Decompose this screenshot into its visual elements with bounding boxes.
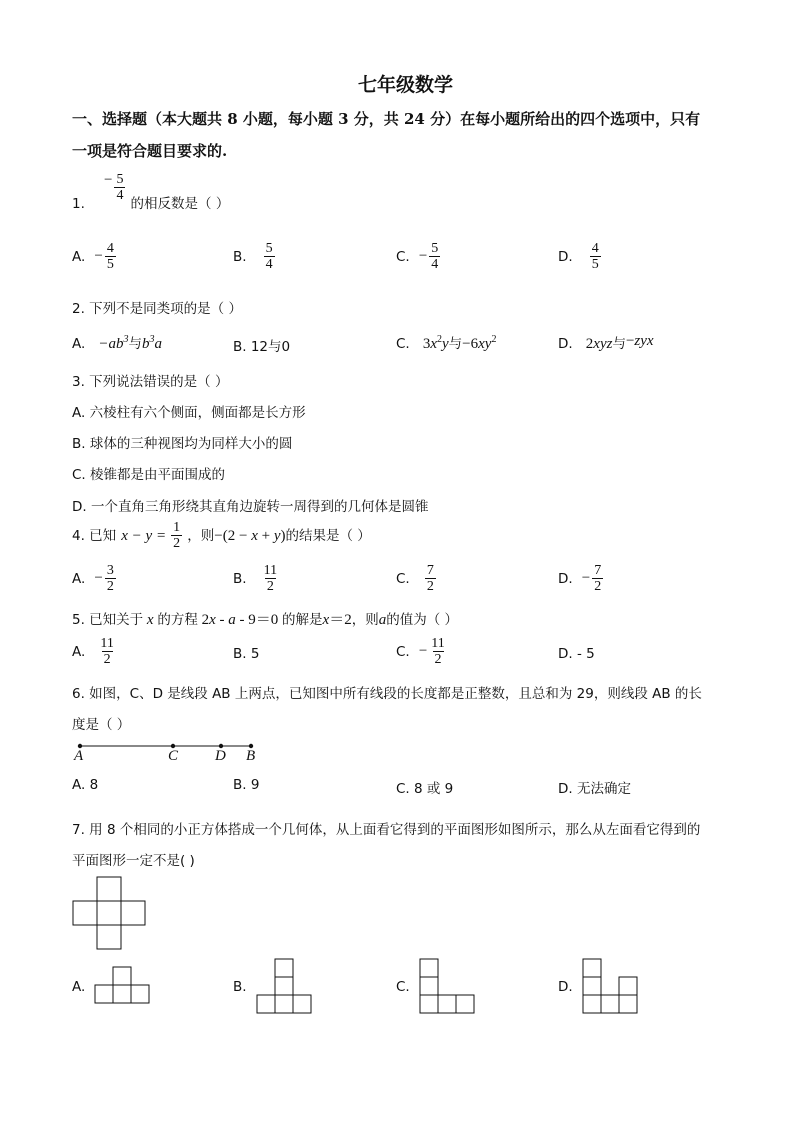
q1-stem-text: 的相反数是（ ） <box>130 196 230 212</box>
q4-option-b-fraction: $\frac{11}{2}$ <box>263 563 278 594</box>
q5-option-c-fraction: $\frac{11}{2}$ <box>431 636 445 667</box>
q3-option-a[interactable]: A. 六棱柱有六个侧面，侧面都是长方形 <box>72 405 306 421</box>
q3-option-b[interactable]: B. 球体的三种视图均为同样大小的圆 <box>72 436 293 452</box>
q3-option-c[interactable]: C. 棱锥都是由平面围成的 <box>72 467 226 483</box>
q7-option-c-figure[interactable] <box>419 958 479 1018</box>
q1-number: 1. <box>72 196 85 212</box>
q7-option-a-figure[interactable] <box>94 966 154 1006</box>
label-d: D <box>215 748 226 764</box>
q4-option-b[interactable]: B. $\frac{11}{2}$ <box>233 563 278 594</box>
q7-option-d-figure[interactable] <box>582 958 642 1018</box>
q1-stem <box>72 172 229 212</box>
q1-option-c-fraction: $\frac{5}{4}$ <box>431 241 439 272</box>
q1-option-a[interactable]: A. − $\frac{4}{5}$ <box>72 241 114 272</box>
q7-option-c-label[interactable]: C. <box>396 979 410 995</box>
q6-stem-line1: 6. 如图，C、D 是线段 AB 上两点，已知图中所有线段的长度都是正整数，且总和为 29，则线段 AB 的长 <box>72 686 702 702</box>
q6-option-b[interactable]: B. 9 <box>233 777 260 793</box>
q3-option-d[interactable]: D. 一个直角三角形绕其直角边旋转一周得到的几何体是圆锥 <box>72 499 429 515</box>
q4-option-d[interactable]: D. − $\frac{7}{2}$ <box>558 563 602 594</box>
q5-option-a-fraction: $\frac{11}{2}$ <box>100 636 114 667</box>
q6-stem-line2: 度是（ ） <box>72 717 131 733</box>
q2-option-b[interactable]: B. 12与0 <box>233 339 291 355</box>
q6-option-d[interactable]: D. 无法确定 <box>558 781 631 797</box>
q6-option-a[interactable]: A. 8 <box>72 777 99 793</box>
q7-top-view-figure <box>72 876 152 956</box>
q4-given-fraction: $\frac{1}{2}$ <box>173 520 181 551</box>
q5-option-c[interactable]: C. − $\frac{11}{2}$ <box>396 636 445 667</box>
q1-option-b[interactable]: B. $\frac{5}{4}$ <box>233 241 273 272</box>
label-c: C <box>168 748 179 764</box>
q2-option-c[interactable]: C. $3x^2y$与$-6xy^2$ <box>396 334 497 352</box>
q2-option-a[interactable]: A. $-ab^3$与$b^3a$ <box>72 334 163 352</box>
q5-option-a[interactable]: A. $\frac{11}{2}$ <box>72 636 114 667</box>
q6-option-c[interactable]: C. 8 或 9 <box>396 781 454 797</box>
q7-option-d-label[interactable]: D. <box>558 979 573 995</box>
q7-option-b-figure[interactable] <box>256 958 316 1018</box>
q7-stem-line1: 7. 用 8 个相同的小正方体搭成一个几何体，从上面看它得到的平面图形如图所示，那么从左面看它得到的 <box>72 822 701 838</box>
q3-stem: 3. 下列说法错误的是（ ） <box>72 374 229 390</box>
q4-option-d-fraction: $\frac{7}{2}$ <box>594 563 602 594</box>
q1-option-d-fraction: $\frac{4}{5}$ <box>591 241 599 272</box>
q1-fraction: $\frac{5}{4}$ <box>116 172 124 203</box>
q2-stem: 2. 下列不是同类项的是（ ） <box>72 301 242 317</box>
label-a: A <box>74 748 84 764</box>
label-b: B <box>246 748 256 764</box>
q5-stem: 5. 已知关于 x 的方程 2x - a - 9＝0 的解是x＝2，则a的值为（ ） <box>72 612 458 628</box>
q5-option-d[interactable]: D. - 5 <box>558 646 595 662</box>
section-heading-line2: 一项是符合题目要求的. <box>72 142 228 160</box>
q1-option-a-fraction: $\frac{4}{5}$ <box>106 241 114 272</box>
q4-option-c-fraction: $\frac{7}{2}$ <box>426 563 434 594</box>
page-title: 七年级数学 <box>358 74 454 96</box>
q2-option-d[interactable]: D. 2xyz与−zyx <box>558 333 654 352</box>
q1-option-c[interactable]: C. − $\frac{5}{4}$ <box>396 241 439 272</box>
q1-option-d[interactable]: D. $\frac{4}{5}$ <box>558 241 599 272</box>
q1-option-b-fraction: $\frac{5}{4}$ <box>265 241 273 272</box>
q4-option-c[interactable]: C. $\frac{7}{2}$ <box>396 563 434 594</box>
q5-option-b[interactable]: B. 5 <box>233 646 260 662</box>
q4-option-a-fraction: $\frac{3}{2}$ <box>106 563 114 594</box>
q4-option-a[interactable]: A. − $\frac{3}{2}$ <box>72 563 114 594</box>
q7-stem-line2: 平面图形一定不是( ) <box>72 853 195 869</box>
q1-fraction-sign: − <box>103 172 113 188</box>
q7-option-b-label[interactable]: B. <box>233 979 247 995</box>
q7-option-a-label[interactable]: A. <box>72 979 86 995</box>
section-heading-line1: 一、选择题（本大题共 8 小题，每小题 3 分，共 24 分）在每小题所给出的四个选项中，只有 <box>72 110 701 128</box>
q4-stem: 4. 已知 x − y = $\frac{1}{2}$ ，则−(2 − x + y)的结果是（ ） <box>72 520 371 551</box>
q6-segment-figure <box>0 738 794 768</box>
